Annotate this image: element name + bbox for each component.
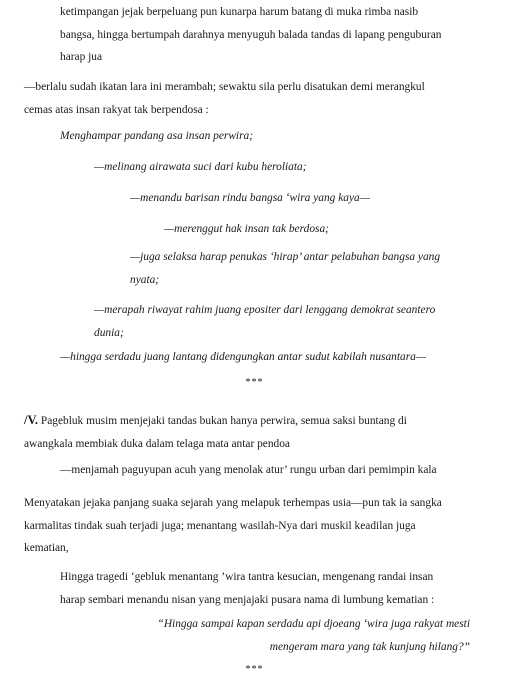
paragraph-2 <box>24 76 470 121</box>
quote-block <box>100 613 470 658</box>
verse-line-2: —melinang airawata suci dari kubu heroliata; <box>94 161 307 173</box>
verse-line-5 <box>130 246 470 291</box>
verse-line-1: Menghampar pandang asa insan perwira; <box>60 130 254 142</box>
section-separator: *** <box>245 664 264 675</box>
text-line: harap sembari menandu nisan yang menjajaki pusara nama di lumbung kematian : <box>60 593 435 606</box>
section-separator: *** <box>245 377 264 388</box>
text-line <box>24 409 470 433</box>
text-line: Menyatakan jejaka panjang suaka sejarah yang melapuk terhempas usia—pun tak ia sangka <box>24 497 442 509</box>
text-span: Pagebluk musim menjejaki tandas bukan hanya perwira, semua saksi buntang di <box>38 415 407 427</box>
paragraph-4: —menjamah paguyupan acuh yang menolak atur’ rungu urban dari pemimpin kala <box>60 464 437 476</box>
text-line: “Hingga sampai kapan serdadu api djoeang ‘wira juga rakyat mesti <box>157 618 470 630</box>
paragraph-5 <box>24 492 470 560</box>
section-number: /V. <box>24 413 39 427</box>
paragraph-6 <box>60 566 470 611</box>
text-line: dunia; <box>94 326 124 339</box>
text-line: —berlalu sudah ikatan lara ini merambah; sewaktu sila perlu disatukan demi merangkul <box>24 81 425 93</box>
text-line: —merapah riwayat rahim juang epositer dari lenggang demokrat seantero <box>94 304 436 316</box>
paragraph-3 <box>24 409 470 455</box>
text-line: kematian, <box>24 542 69 554</box>
text-line: bangsa, hingga bertumpah darahnya menyuguh balada tandas di lapang penguburan <box>60 28 442 41</box>
text-line: ketimpangan jejak berpeluang pun kunarpa harum batang di muka rimba nasib <box>60 6 419 18</box>
verse-line-3: —menandu barisan rindu bangsa ‘wira yang kaya— <box>130 192 370 204</box>
text-line: nyata; <box>130 273 160 286</box>
verse-line-7: —hingga serdadu juang lantang didengungkan antar sudut kabilah nusantara— <box>60 351 426 363</box>
paragraph-1 <box>60 1 466 69</box>
text-line: awangkala membiak duka dalam telaga mata antar pendoa <box>24 437 290 450</box>
text-line: Hingga tragedi ‘gebluk menantang ’wira tantra kesucian, mengenang randai insan <box>60 571 434 583</box>
text-line: mengeram mara yang tak kunjung hilang?” <box>269 640 470 653</box>
text-line: karmalitas tindak suah terjadi juga; menantang wasilah-Nya dari muskil keadilan juga <box>24 519 416 532</box>
verse-line-4: —merenggut hak insan tak berdosa; <box>164 223 329 235</box>
verse-line-6 <box>94 299 470 344</box>
text-line: cemas atas insan rakyat tak berpendosa : <box>24 103 209 116</box>
text-line: harap jua <box>60 51 103 63</box>
text-line: —juga selaksa harap penukas ‘hirap’ antar pelabuhan bangsa yang <box>130 251 441 263</box>
